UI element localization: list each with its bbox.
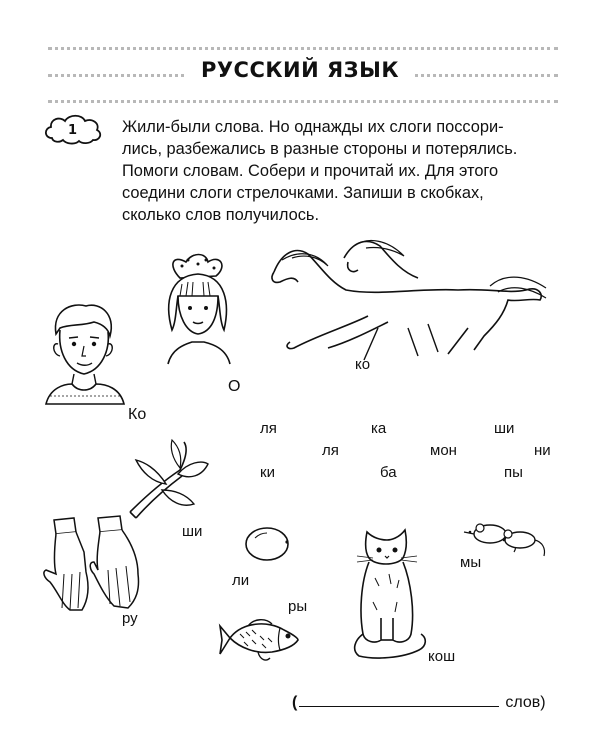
- answer-blank-line[interactable]: [299, 692, 499, 707]
- task-number: 1: [68, 123, 78, 138]
- branch-picture: [122, 438, 210, 520]
- syllable-ka: ка: [371, 420, 387, 437]
- syllable-ni: ни: [534, 442, 551, 459]
- dotted-rule-bottom: [48, 100, 558, 103]
- gloves-picture: [40, 512, 152, 614]
- task-line: сколько слов получилось.: [122, 206, 319, 224]
- syllable-lya-1: ля: [260, 420, 277, 437]
- syllable-ko-upper: Ко: [128, 406, 147, 423]
- task-instructions: [122, 116, 562, 226]
- cloud-icon: [42, 112, 104, 146]
- task-line: Жили-были слова. Но однажды их слоги поссори-: [122, 118, 504, 136]
- mice-picture: [460, 512, 550, 558]
- syllable-ru: ру: [122, 610, 138, 627]
- syllable-li: ли: [232, 572, 250, 589]
- syllable-ry: ры: [288, 598, 308, 615]
- syllable-shi-1: ши: [494, 420, 515, 437]
- syllable-ki: ки: [260, 464, 275, 481]
- syllable-ba: ба: [380, 464, 397, 481]
- task-number-badge: [42, 112, 104, 146]
- syllable-ko-lower: ко: [355, 356, 371, 373]
- fish-picture: [218, 614, 304, 664]
- task-line: соедини слоги стрелочками. Запиши в скобках,: [122, 184, 484, 202]
- girl-picture: [158, 252, 243, 367]
- syllable-o: О: [228, 378, 241, 395]
- answer-field: [292, 692, 557, 712]
- cat-picture: [345, 522, 435, 662]
- syllable-shi-2: ши: [182, 523, 203, 540]
- answer-unit: слов): [505, 694, 546, 711]
- page-title: РУССКИЙ ЯЗЫК: [185, 58, 415, 82]
- syllable-mon: мон: [430, 442, 457, 459]
- dotted-rule-top: [48, 47, 558, 50]
- syllable-py: пы: [504, 464, 523, 481]
- answer-open-paren: (: [292, 694, 298, 711]
- lemon-picture: [243, 524, 291, 564]
- boy-picture: [42, 300, 127, 410]
- task-line: лись, разбежались в разные стороны и потерялись.: [122, 140, 518, 158]
- syllable-my: мы: [460, 554, 482, 571]
- syllable-lya-2: ля: [322, 442, 339, 459]
- syllable-kosh: кош: [428, 648, 456, 665]
- task-line: Помоги словам. Собери и прочитай их. Для этого: [122, 162, 499, 180]
- horses-picture: [268, 232, 550, 367]
